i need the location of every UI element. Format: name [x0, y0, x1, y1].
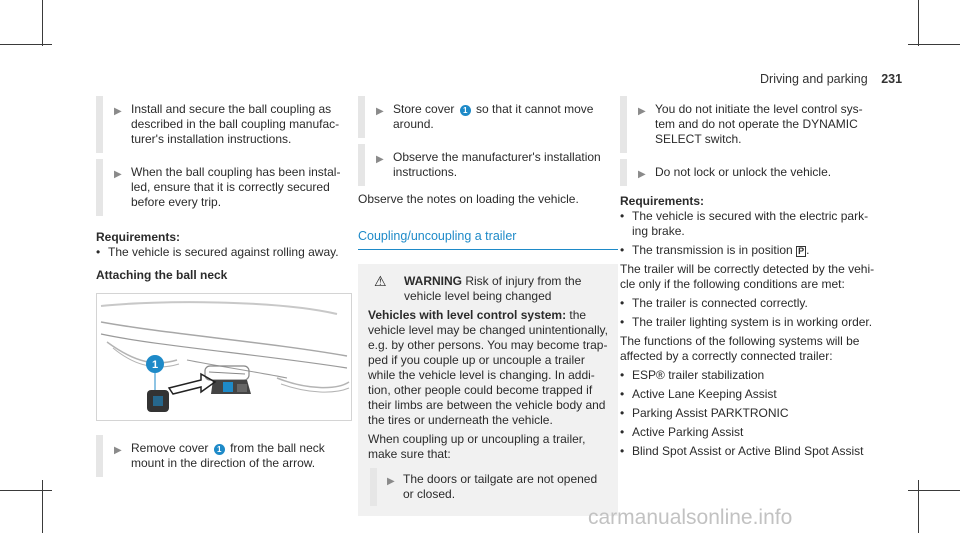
crop-mark	[42, 0, 43, 46]
step-arrow-icon: ▶	[638, 169, 646, 180]
instruction-step	[358, 144, 618, 186]
step-arrow-icon: ▶	[114, 106, 122, 117]
requirement-item: • The vehicle is secured with the electric park-ing brake.	[620, 209, 880, 239]
section-heading: Coupling/uncoupling a trailer	[358, 229, 618, 250]
step-text: When the ball coupling has been instal-led, ensure that it is correctly secured before every trip.	[131, 165, 341, 209]
functions-paragraph: The functions of the following systems will be affected by a correctly connected trailer:	[620, 334, 860, 363]
condition-item: • The trailer lighting system is in working order.	[620, 315, 880, 330]
column-3	[620, 96, 880, 459]
callout-badge: 1	[460, 105, 471, 116]
condition-item: • The trailer is connected correctly.	[620, 296, 880, 311]
callout-badge: 1	[214, 444, 225, 455]
column-1	[96, 96, 356, 483]
instruction-step	[620, 96, 880, 153]
requirements-heading: Requirements:	[96, 230, 181, 244]
step-text: from the ball neck mount in the direction of the arrow.	[131, 441, 325, 470]
requirement-item: • The vehicle is secured against rolling away.	[96, 245, 356, 260]
step-text: Store cover	[393, 102, 455, 116]
crop-mark	[908, 44, 960, 45]
section-title: Driving and parking	[760, 72, 868, 86]
step-text: Observe the manufacturer's installation instructions.	[393, 150, 601, 179]
ball-neck-figure	[96, 293, 352, 421]
instruction-step	[620, 159, 880, 186]
warning-body	[368, 308, 610, 428]
vehicles-text: the vehicle level may be changed unintentionally, e.g. by other persons. You may become trap-ped if you couple up or uncouple a trailer while the vehicle level is changing. In addi-tion, other people could become trapped if their limbs are between the vehicle body and the tires or underneath the vehicle.	[368, 308, 608, 427]
page-number: 231	[881, 72, 903, 86]
requirement-item	[620, 243, 880, 258]
requirements-heading: Requirements:	[620, 194, 705, 208]
step-text: so that it cannot move around.	[393, 102, 594, 131]
bumper-illustration	[97, 294, 351, 420]
column-2	[358, 96, 618, 516]
requirement-text: The transmission is in position	[632, 243, 793, 257]
warning-triangle-icon: ⚠	[374, 273, 387, 289]
step-arrow-icon: ▶	[638, 106, 646, 117]
warning-box	[358, 264, 618, 516]
instruction-step	[358, 96, 618, 138]
system-item: • Active Lane Keeping Assist	[620, 387, 880, 402]
page-header	[760, 72, 960, 86]
instruction-step	[96, 96, 356, 153]
instruction-step	[96, 435, 356, 477]
note-text: Observe the notes on loading the vehicle.	[358, 192, 579, 206]
system-item: • Blind Spot Assist or Active Blind Spot Assist	[620, 444, 880, 459]
watermark: carmanualsonline.info	[588, 506, 793, 529]
system-item: • ESP® trailer stabilization	[620, 368, 880, 383]
crop-mark	[0, 490, 52, 491]
crop-mark	[908, 490, 960, 491]
attaching-heading: Attaching the ball neck	[96, 268, 228, 282]
crop-mark	[918, 480, 919, 533]
step-text: Do not lock or unlock the vehicle.	[655, 165, 832, 179]
when-text: When coupling up or uncoupling a trailer, make sure that:	[368, 432, 586, 461]
step-text: Install and secure the ball coupling as described in the ball coupling manufac-turer's installation instructions.	[131, 102, 340, 146]
step-text: The doors or tailgate are not opened or closed.	[403, 472, 598, 501]
system-item: • Parking Assist PARKTRONIC	[620, 406, 880, 421]
crop-mark	[42, 480, 43, 533]
park-position-symbol: P	[798, 246, 805, 256]
warning-title: WARNING	[404, 274, 462, 288]
crop-mark	[0, 44, 52, 45]
system-item: • Active Parking Assist	[620, 425, 880, 440]
detection-paragraph: The trailer will be correctly detected by the vehi-cle only if the following conditions are met:	[620, 262, 875, 291]
warning-text: Risk of injury from the vehicle level being changed	[404, 274, 582, 303]
instruction-step	[96, 159, 356, 216]
step-text: Remove cover	[131, 441, 209, 455]
warning-header	[368, 274, 610, 304]
step-arrow-icon: ▶	[376, 154, 384, 165]
instruction-step	[370, 468, 610, 506]
crop-mark	[918, 0, 919, 46]
step-arrow-icon: ▶	[114, 445, 122, 456]
step-arrow-icon: ▶	[387, 476, 395, 487]
vehicles-heading: Vehicles with level control system:	[368, 308, 567, 322]
step-arrow-icon: ▶	[376, 106, 384, 117]
step-text: You do not initiate the level control sys-tem and do not operate the DYNAMIC SELECT switch.	[655, 102, 863, 146]
figure-callout: 1	[151, 359, 159, 371]
step-arrow-icon: ▶	[114, 169, 122, 180]
requirement-text: .	[806, 243, 810, 257]
